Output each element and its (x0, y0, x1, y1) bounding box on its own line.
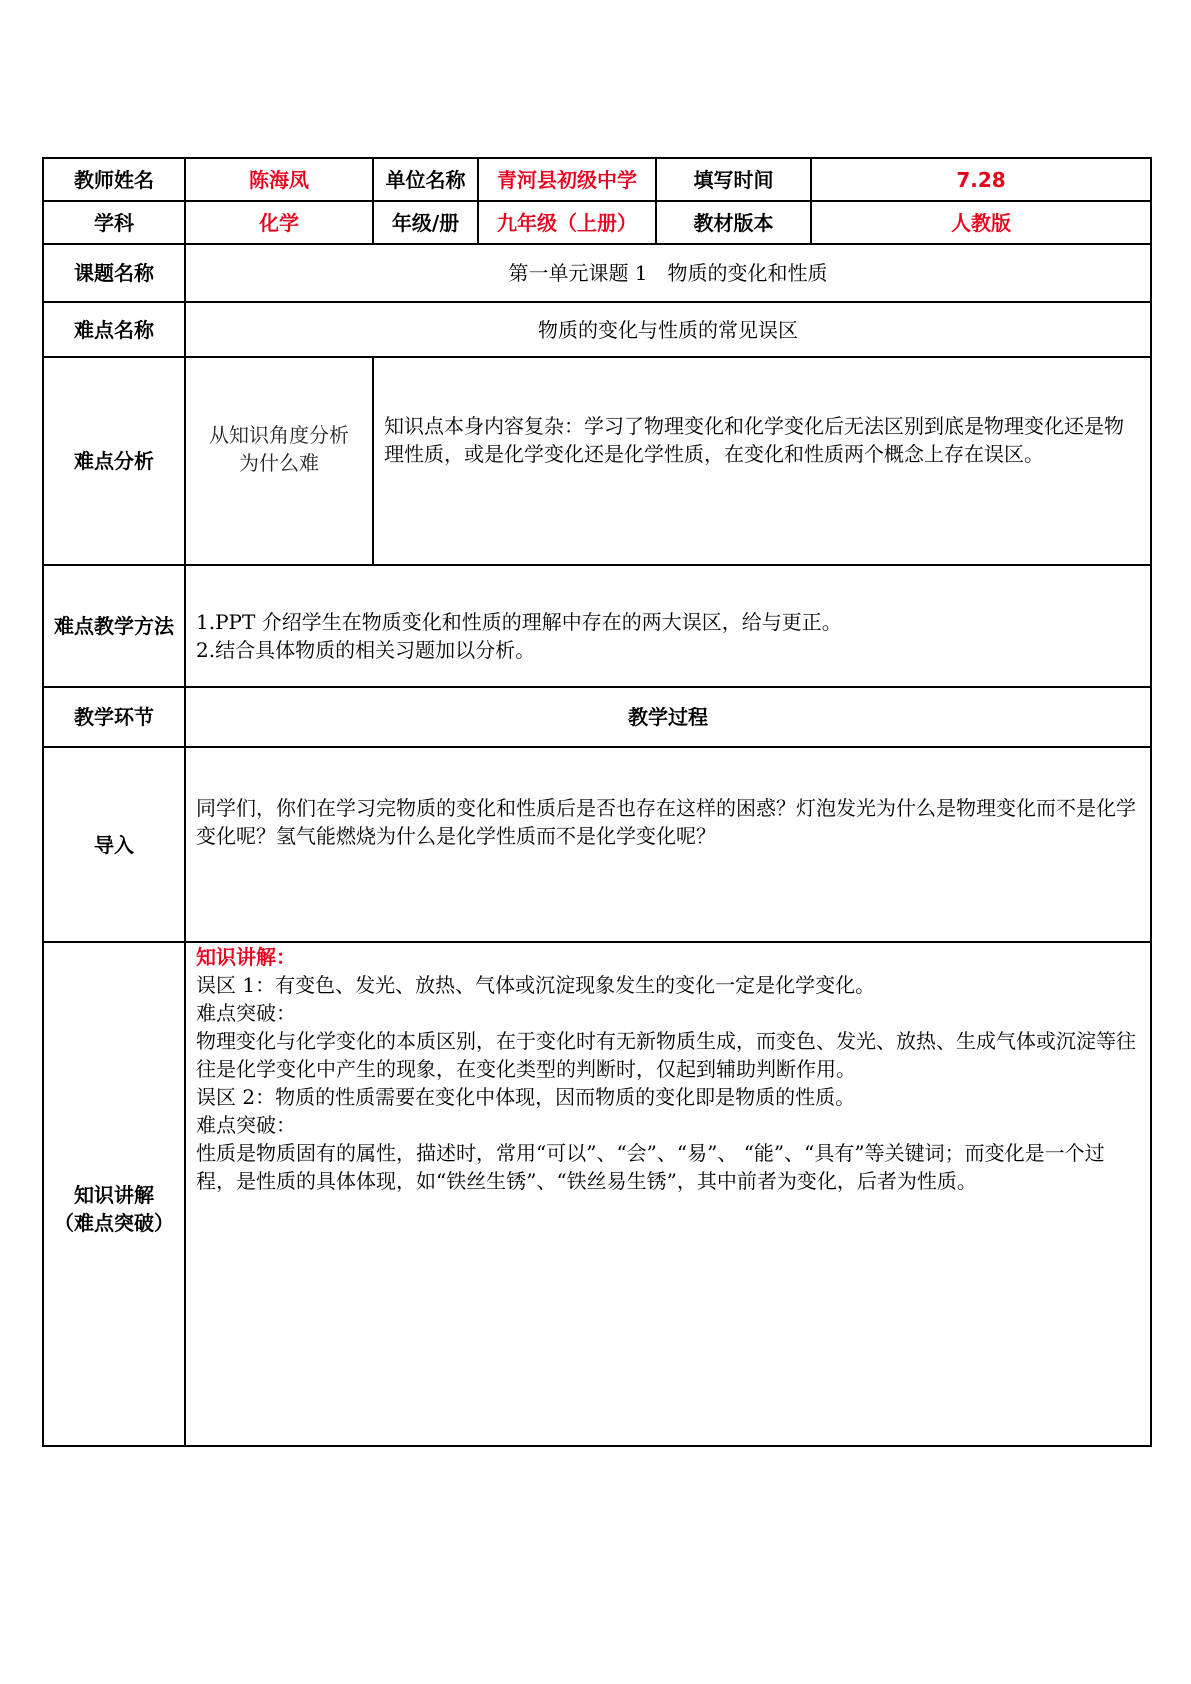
intro-content (185, 747, 1151, 942)
lesson-plan-table (42, 157, 1152, 1447)
method-line-2: 2.结合具体物质的相关习题加以分析。 (196, 638, 536, 662)
process-header-value: 教学过程 (185, 687, 1151, 747)
difficulty-value: 物质的变化与性质的常见误区 (185, 302, 1151, 357)
breakthrough-2-label: 难点突破： (196, 1113, 296, 1137)
topic-label: 课题名称 (43, 244, 185, 302)
analysis-label: 难点分析 (43, 357, 185, 565)
breakthrough-1-text: 物理变化与化学变化的本质区别，在于变化时有无新物质生成，而变色、发光、放热、生成气体或沉淀等往往是化学变化中产生的现象，在变化类型的判断时，仅起到辅助判断作用。 (196, 1029, 1136, 1081)
knowledge-label-line-2: （难点突破） (54, 1211, 174, 1235)
method-label: 难点教学方法 (43, 565, 185, 687)
knowledge-content (185, 942, 1151, 1446)
edition-label: 教材版本 (656, 201, 811, 244)
analysis-sub-label: 从知识角度分析为什么难 (185, 357, 373, 565)
header-row-1 (43, 158, 1151, 201)
topic-row (43, 244, 1151, 302)
difficulty-label: 难点名称 (43, 302, 185, 357)
header-row-2 (43, 201, 1151, 244)
grade-label: 年级/册 (373, 201, 478, 244)
topic-value: 第一单元课题 1 物质的变化和性质 (185, 244, 1151, 302)
edition-value: 人教版 (811, 201, 1151, 244)
teacher-name-label: 教师姓名 (43, 158, 185, 201)
method-row (43, 565, 1151, 687)
breakthrough-1-label: 难点突破： (196, 1001, 296, 1025)
breakthrough-2-text: 性质是物质固有的属性，描述时，常用“可以”、“会”、“易”、 “能”、“具有”等关键词；而变化是一个过程，是性质的具体体现，如“铁丝生锈”、“铁丝易生锈”，其中前者为变化，后者为性质。 (196, 1141, 1105, 1193)
analysis-text: 知识点本身内容复杂：学习了物理变化和化学变化后无法区别到底是物理变化还是物理性质，或是化学变化还是化学性质，在变化和性质两个概念上存在误区。 (384, 414, 1124, 466)
fill-time-label: 填写时间 (656, 158, 811, 201)
knowledge-row (43, 942, 1151, 1446)
intro-row (43, 747, 1151, 942)
unit-name-value: 青河县初级中学 (478, 158, 656, 201)
fill-time-value: 7.28 (811, 158, 1151, 201)
intro-label: 导入 (43, 747, 185, 942)
unit-name-label: 单位名称 (373, 158, 478, 201)
teacher-name-value: 陈海凤 (185, 158, 373, 201)
subject-label: 学科 (43, 201, 185, 244)
analysis-row (43, 357, 1151, 565)
process-step-label: 教学环节 (43, 687, 185, 747)
method-line-1: 1.PPT 介绍学生在物质变化和性质的理解中存在的两大误区，给与更正。 (196, 610, 842, 634)
subject-value: 化学 (185, 201, 373, 244)
grade-value: 九年级（上册） (478, 201, 656, 244)
difficulty-row (43, 302, 1151, 357)
misconception-2: 误区 2：物质的性质需要在变化中体现，因而物质的变化即是物质的性质。 (196, 1085, 856, 1109)
knowledge-heading: 知识讲解： (196, 945, 296, 969)
analysis-content (373, 357, 1151, 565)
intro-text: 同学们，你们在学习完物质的变化和性质后是否也存在这样的困惑？灯泡发光为什么是物理变化而不是化学变化呢？氢气能燃烧为什么是化学性质而不是化学变化呢？ (196, 796, 1136, 848)
method-content (185, 565, 1151, 687)
knowledge-label-line-1: 知识讲解 (74, 1183, 154, 1207)
misconception-1: 误区 1：有变色、发光、放热、气体或沉淀现象发生的变化一定是化学变化。 (196, 973, 876, 997)
process-header-row (43, 687, 1151, 747)
knowledge-label (43, 942, 185, 1446)
